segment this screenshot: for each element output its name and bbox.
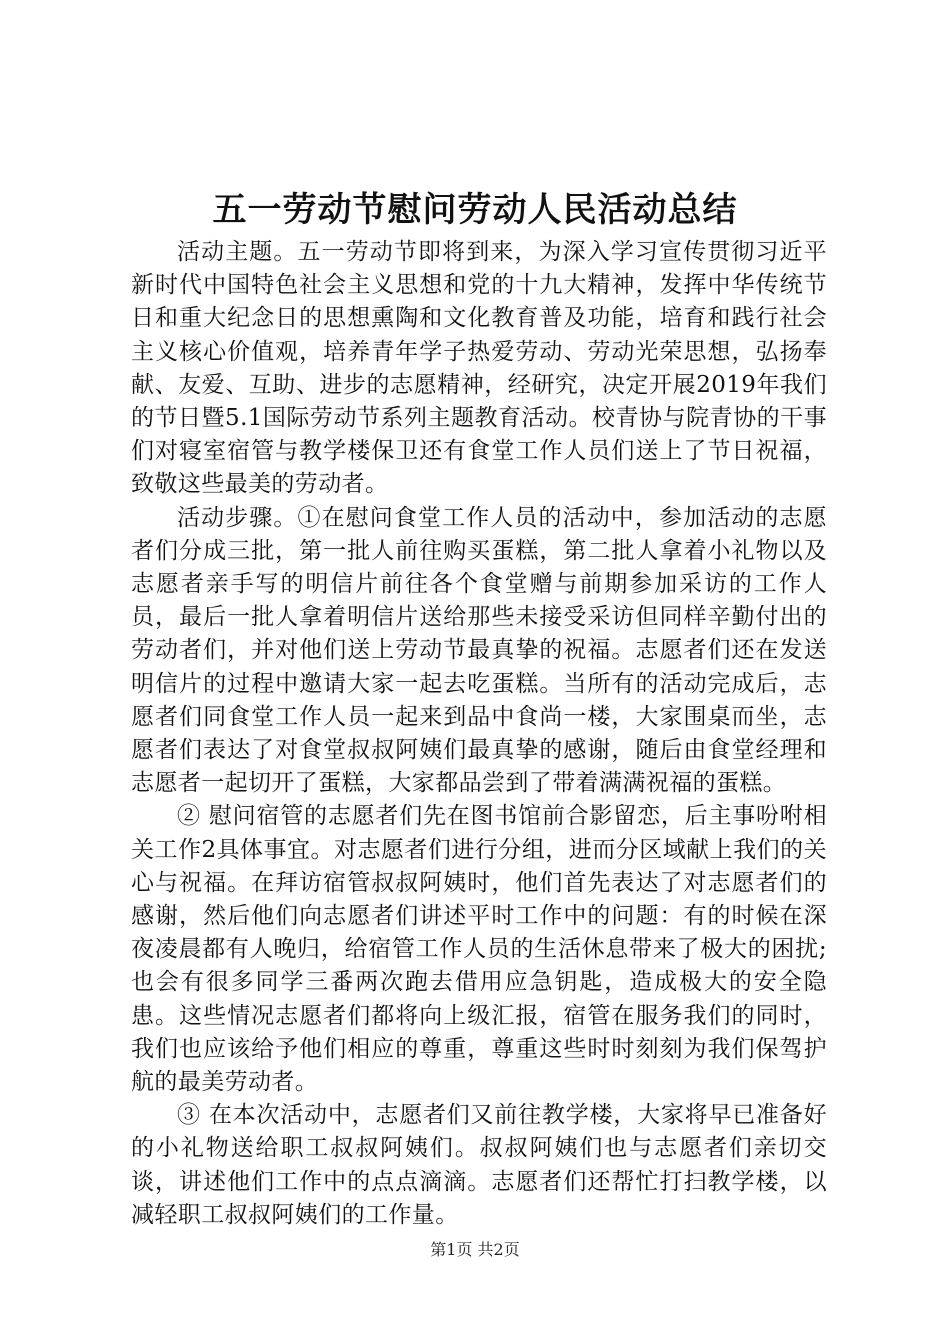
paragraph-steps-canteen: 活动步骤。①在慰问食堂工作人员的活动中，参加活动的志愿者们分成三批，第一批人前往购买蛋糕，第二批人拿着小礼物以及志愿者亲手写的明信片前往各个食堂赠与前期参加采访的工作人员，最后一批人拿着明信片送给那些未接受采访但同样辛勤付出的劳动者们，并对他们送上劳动节最真挚的祝福。志愿者们还在发送明信片的过程中邀请大家一起去吃蛋糕。当所有的活动完成后，志愿者们同食堂工作人员一起来到品中食尚一楼，大家围桌而坐，志愿者们表达了对食堂叔叔阿姨们最真挚的感谢，随后由食堂经理和志愿者一起切开了蛋糕，大家都品尝到了带着满满祝福的蛋糕。 <box>131 504 827 797</box>
paragraph-teaching-building: ③ 在本次活动中，志愿者们又前往教学楼，大家将早已准备好的小礼物送给职工叔叔阿姨们。叔叔阿姨们也与志愿者们亲切交谈，讲述他们工作中的点点滴滴。志愿者们还帮忙打扫教学楼，以减轻职工叔叔阿姨们的工作量。 <box>131 1102 827 1228</box>
paragraph-dormitory: ② 慰问宿管的志愿者们先在图书馆前合影留恋，后主事吩咐相关工作2具体事宜。对志愿者们进行分组，进而分区域献上我们的关心与祝福。在拜访宿管叔叔阿姨时，他们首先表达了对志愿者们的感谢，然后他们向志愿者们讲述平时工作中的问题：有的时候在深夜凌晨都有人晚归，给宿管工作人员的生活休息带来了极大的困扰;也会有很多同学三番两次跑去借用应急钥匙，造成极大的安全隐患。这些情况志愿者们都将向上级汇报，宿管在服务我们的同时，我们也应该给予他们相应的尊重，尊重这些时时刻刻为我们保驾护航的最美劳动者。 <box>131 803 827 1096</box>
page-footer: 第1页 共2页 <box>430 1240 520 1259</box>
document-title: 五一劳动节慰问劳动人民活动总结 <box>212 190 738 230</box>
paragraph-theme: 活动主题。五一劳动节即将到来，为深入学习宣传贯彻习近平新时代中国特色社会主义思想和党的十九大精神，发挥中华传统节日和重大纪念日的思想熏陶和文化教育普及功能，培育和践行社会主义核心价值观，培养青年学子热爱劳动、劳动光荣思想，弘扬奉献、友爱、互助、进步的志愿精神，经研究，决定开展2019年我们的节日暨5.1国际劳动节系列主题教育活动。校青协与院青协的干事们对寝室宿管与教学楼保卫还有食堂工作人员们送上了节日祝福，致敬这些最美的劳动者。 <box>131 239 827 498</box>
document-body <box>131 236 827 1232</box>
